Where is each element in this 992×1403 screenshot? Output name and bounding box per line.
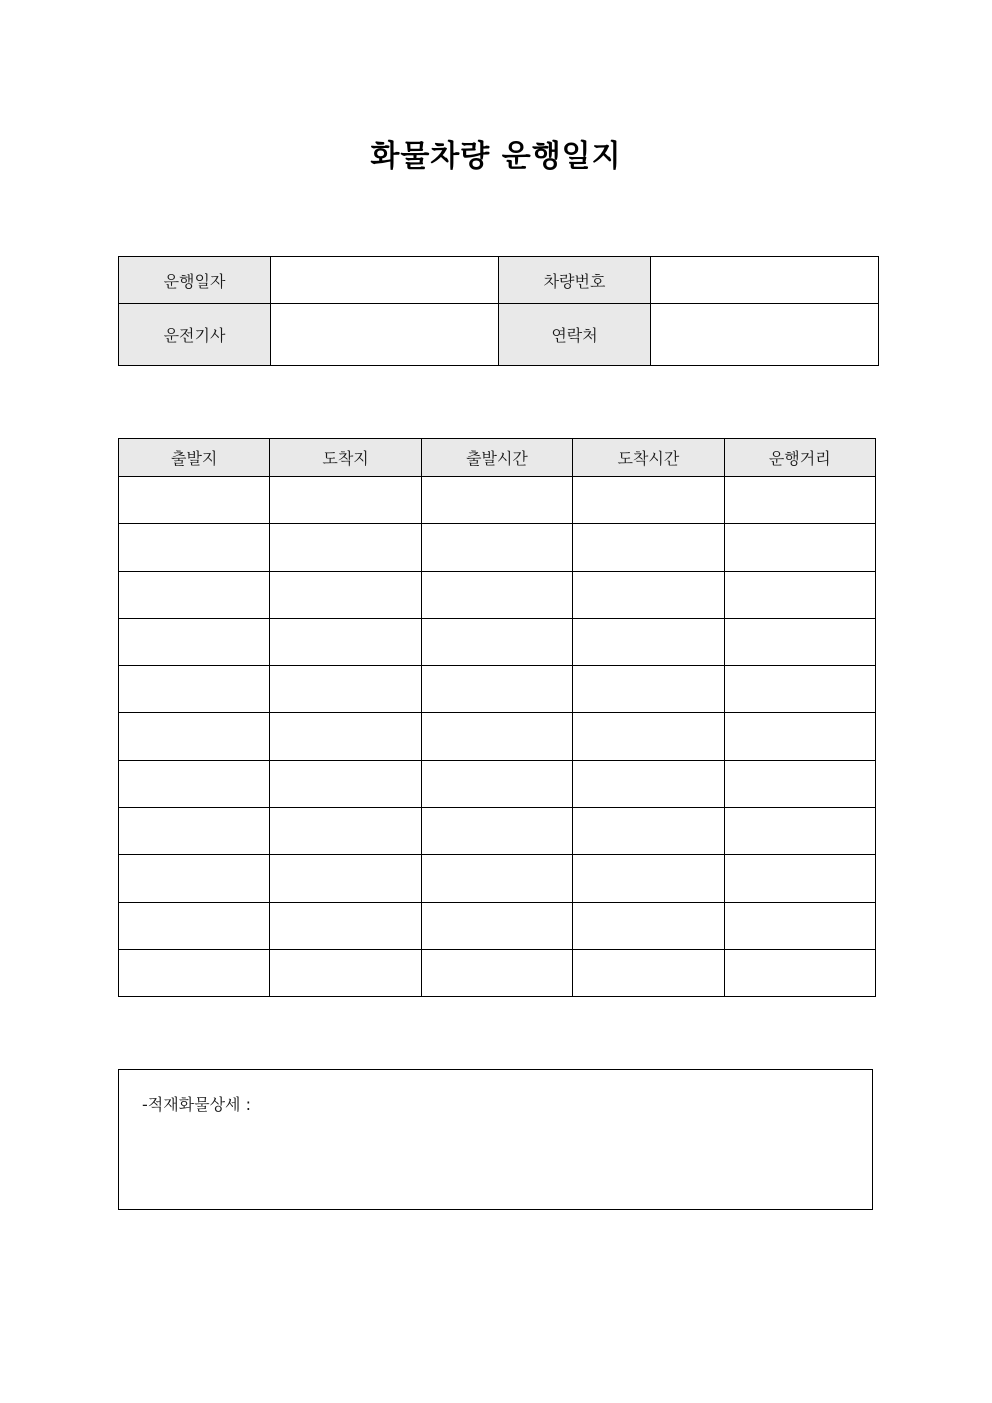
- departure-time-cell[interactable]: [421, 666, 572, 713]
- departure-time-cell[interactable]: [421, 477, 572, 524]
- departure-cell[interactable]: [119, 808, 270, 855]
- destination-cell[interactable]: [270, 666, 421, 713]
- arrival-time-cell[interactable]: [573, 855, 724, 902]
- departure-time-cell[interactable]: [421, 618, 572, 665]
- distance-cell[interactable]: [724, 477, 875, 524]
- departure-cell[interactable]: [119, 666, 270, 713]
- operation-date-field[interactable]: [271, 257, 499, 304]
- departure-cell[interactable]: [119, 902, 270, 949]
- arrival-time-cell[interactable]: [573, 902, 724, 949]
- column-header-departure-time: 출발시간: [421, 439, 572, 477]
- departure-time-cell[interactable]: [421, 855, 572, 902]
- departure-cell[interactable]: [119, 571, 270, 618]
- departure-time-cell[interactable]: [421, 713, 572, 760]
- trip-table-header-row: [119, 439, 876, 477]
- destination-cell[interactable]: [270, 713, 421, 760]
- info-row: [119, 257, 879, 304]
- info-row: [119, 304, 879, 366]
- destination-cell[interactable]: [270, 902, 421, 949]
- departure-cell[interactable]: [119, 524, 270, 571]
- table-row: [119, 524, 876, 571]
- arrival-time-cell[interactable]: [573, 808, 724, 855]
- table-row: [119, 618, 876, 665]
- destination-cell[interactable]: [270, 618, 421, 665]
- departure-time-cell[interactable]: [421, 524, 572, 571]
- departure-time-cell[interactable]: [421, 808, 572, 855]
- contact-field[interactable]: [651, 304, 879, 366]
- arrival-time-cell[interactable]: [573, 524, 724, 571]
- vehicle-number-field[interactable]: [651, 257, 879, 304]
- table-row: [119, 477, 876, 524]
- departure-cell[interactable]: [119, 477, 270, 524]
- destination-cell[interactable]: [270, 571, 421, 618]
- destination-cell[interactable]: [270, 855, 421, 902]
- departure-cell[interactable]: [119, 618, 270, 665]
- departure-cell[interactable]: [119, 760, 270, 807]
- arrival-time-cell[interactable]: [573, 666, 724, 713]
- destination-cell[interactable]: [270, 949, 421, 996]
- arrival-time-cell[interactable]: [573, 713, 724, 760]
- arrival-time-cell[interactable]: [573, 571, 724, 618]
- column-header-destination: 도착지: [270, 439, 421, 477]
- column-header-distance: 운행거리: [724, 439, 875, 477]
- cargo-details-box[interactable]: [118, 1069, 873, 1210]
- table-row: [119, 571, 876, 618]
- destination-cell[interactable]: [270, 477, 421, 524]
- destination-cell[interactable]: [270, 524, 421, 571]
- distance-cell[interactable]: [724, 808, 875, 855]
- table-row: [119, 902, 876, 949]
- trip-log-table: [118, 438, 876, 997]
- arrival-time-cell[interactable]: [573, 477, 724, 524]
- distance-cell[interactable]: [724, 713, 875, 760]
- distance-cell[interactable]: [724, 571, 875, 618]
- distance-cell[interactable]: [724, 524, 875, 571]
- arrival-time-cell[interactable]: [573, 760, 724, 807]
- operation-date-label: 운행일자: [119, 257, 271, 304]
- vehicle-number-label: 차량번호: [499, 257, 651, 304]
- distance-cell[interactable]: [724, 618, 875, 665]
- distance-cell[interactable]: [724, 902, 875, 949]
- driver-field[interactable]: [271, 304, 499, 366]
- departure-cell[interactable]: [119, 713, 270, 760]
- destination-cell[interactable]: [270, 808, 421, 855]
- cargo-details-label: -적재화물상세 :: [142, 1095, 251, 1114]
- departure-time-cell[interactable]: [421, 902, 572, 949]
- destination-cell[interactable]: [270, 760, 421, 807]
- departure-time-cell[interactable]: [421, 760, 572, 807]
- table-row: [119, 808, 876, 855]
- distance-cell[interactable]: [724, 949, 875, 996]
- contact-label: 연락처: [499, 304, 651, 366]
- distance-cell[interactable]: [724, 855, 875, 902]
- table-row: [119, 760, 876, 807]
- arrival-time-cell[interactable]: [573, 618, 724, 665]
- arrival-time-cell[interactable]: [573, 949, 724, 996]
- distance-cell[interactable]: [724, 760, 875, 807]
- departure-time-cell[interactable]: [421, 949, 572, 996]
- departure-time-cell[interactable]: [421, 571, 572, 618]
- column-header-departure: 출발지: [119, 439, 270, 477]
- distance-cell[interactable]: [724, 666, 875, 713]
- driver-info-table: [118, 256, 879, 366]
- table-row: [119, 855, 876, 902]
- column-header-arrival-time: 도착시간: [573, 439, 724, 477]
- table-row: [119, 666, 876, 713]
- departure-cell[interactable]: [119, 855, 270, 902]
- table-row: [119, 713, 876, 760]
- document-title: 화물차량 운행일지: [370, 139, 622, 174]
- departure-cell[interactable]: [119, 949, 270, 996]
- table-row: [119, 949, 876, 996]
- driver-label: 운전기사: [119, 304, 271, 366]
